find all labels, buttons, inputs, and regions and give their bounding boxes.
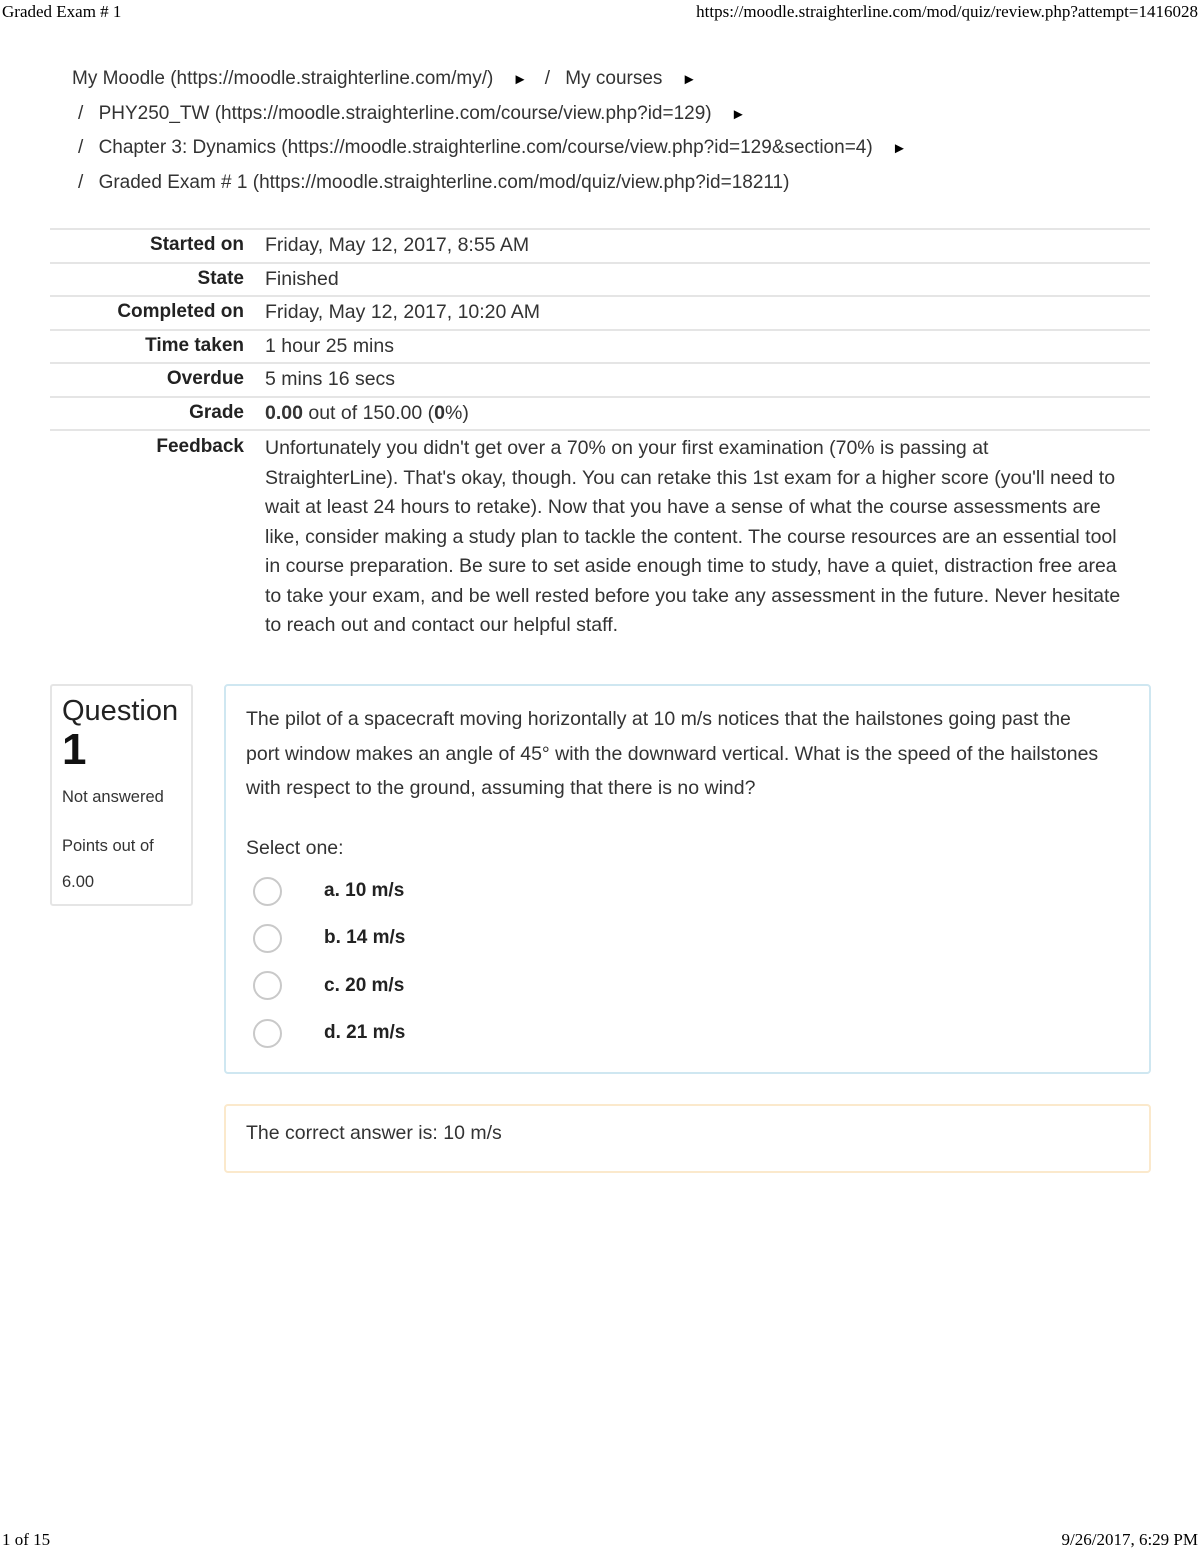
breadcrumb-arrow-icon: ► <box>730 105 746 123</box>
breadcrumb-line-3 <box>78 133 907 168</box>
answer-option-d[interactable] <box>246 1009 1129 1056</box>
answer-label: a. 10 m/s <box>324 880 405 902</box>
breadcrumb-course[interactable]: PHY250_TW (https://moodle.straighterline.com/course/view.php?id=129) <box>98 102 712 124</box>
breadcrumb-my-moodle[interactable]: My Moodle (https://moodle.straighterline.com/my/) <box>72 68 494 89</box>
radio-button[interactable] <box>253 877 282 906</box>
summary-value: Friday, May 12, 2017, 10:20 AM <box>265 301 540 323</box>
breadcrumb-separator: / <box>78 171 84 193</box>
summary-row-grade <box>50 398 1150 432</box>
grade-suffix: %) <box>445 401 469 424</box>
summary-value: Finished <box>265 267 339 290</box>
summary-label: Overdue <box>166 368 244 389</box>
print-header <box>0 2 1200 26</box>
answer-label: c. 20 m/s <box>324 974 405 996</box>
breadcrumb-separator: / <box>78 137 84 158</box>
question-text: The pilot of a spacecraft moving horizontally at 10 m/s notices that the hailstones going past the port window makes an angle of 45° with the downward vertical. What is the speed of the hailstones with respect to the ground, assuming that there is no wind? <box>246 708 1099 799</box>
breadcrumb-line-1 <box>72 64 907 99</box>
answer-option-a[interactable] <box>246 868 1129 915</box>
breadcrumb-section[interactable]: Chapter 3: Dynamics (https://moodle.straighterline.com/course/view.php?id=129&section=4) <box>98 137 873 158</box>
summary-label: Time taken <box>145 334 244 356</box>
breadcrumb-quiz[interactable]: Graded Exam # 1 (https://moodle.straighterline.com/mod/quiz/view.php?id=18211) <box>98 171 790 193</box>
summary-row-started-on <box>50 230 1150 264</box>
breadcrumb-line-2 <box>78 99 907 134</box>
print-footer-datetime: 9/26/2017, 6:29 PM <box>1061 1530 1198 1549</box>
print-footer <box>0 1530 1200 1554</box>
grade-score: 0.00 <box>265 401 303 424</box>
breadcrumb-separator: / <box>78 102 84 124</box>
breadcrumb-line-4 <box>78 168 907 203</box>
breadcrumb-arrow-icon: ► <box>512 71 528 88</box>
summary-label: Grade <box>189 401 244 423</box>
grade-percent: 0 <box>434 401 445 424</box>
radio-button[interactable] <box>253 1019 282 1048</box>
print-footer-page: 1 of 15 <box>2 1530 51 1549</box>
radio-button[interactable] <box>253 924 282 953</box>
summary-row-state <box>50 264 1150 298</box>
summary-row-time-taken <box>50 331 1150 365</box>
print-header-url: https://moodle.straighterline.com/mod/quiz/review.php?attempt=1416028 <box>696 2 1198 21</box>
grade-value <box>244 398 1150 430</box>
breadcrumb-arrow-icon: ► <box>681 71 697 88</box>
summary-label: State <box>197 267 244 289</box>
question-points: Points out of 6.00 <box>62 837 154 891</box>
grade-out-of: out of 150.00 ( <box>302 401 435 424</box>
radio-button[interactable] <box>253 971 282 1000</box>
correct-answer-box: The correct answer is: 10 m/s <box>224 1104 1151 1173</box>
question-info-box <box>50 684 193 906</box>
print-header-title: Graded Exam # 1 <box>2 2 122 21</box>
select-one-prompt: Select one: <box>246 836 344 859</box>
summary-row-overdue <box>50 364 1150 398</box>
answer-options <box>246 868 1129 1057</box>
summary-row-feedback <box>50 431 1150 641</box>
answer-label: b. 14 m/s <box>324 927 406 949</box>
question-content-box <box>224 684 1151 1074</box>
summary-label: Feedback <box>156 436 244 457</box>
summary-label: Started on <box>150 234 244 255</box>
answer-option-b[interactable] <box>246 915 1129 962</box>
breadcrumb <box>72 64 907 202</box>
summary-value: 5 mins 16 secs <box>265 368 396 390</box>
summary-row-completed-on <box>50 297 1150 331</box>
question-state: Not answered <box>62 788 164 806</box>
summary-label: Completed on <box>117 301 244 322</box>
summary-value: Friday, May 12, 2017, 8:55 AM <box>265 234 530 256</box>
attempt-summary-table <box>50 228 1150 641</box>
answer-label: d. 21 m/s <box>324 1022 406 1044</box>
breadcrumb-separator: / <box>544 68 551 89</box>
breadcrumb-arrow-icon: ► <box>891 140 907 157</box>
breadcrumb-my-courses[interactable]: My courses <box>565 68 663 89</box>
answer-option-c[interactable] <box>246 962 1129 1009</box>
summary-value: 1 hour 25 mins <box>265 334 394 357</box>
feedback-text: Unfortunately you didn't get over a 70% on your first examination (70% is passing at StraighterLine). That's okay, though. You can retake this 1st exam for a higher score (you'll need to wait at least 24 hours to retake). Now that you have a sense of what the course assessments are like, consider making a study plan to tackle the content. The course resources are an essential tool in course preparation. Be sure to set aside enough time to study, have a quiet, distraction free area to take your exam, and be well rested before you take any assessment in the future. Never hesitate to reach out and contact our helpful staff. <box>265 437 1121 636</box>
question-number: 1 <box>62 725 87 774</box>
question-heading: Question <box>62 695 179 727</box>
